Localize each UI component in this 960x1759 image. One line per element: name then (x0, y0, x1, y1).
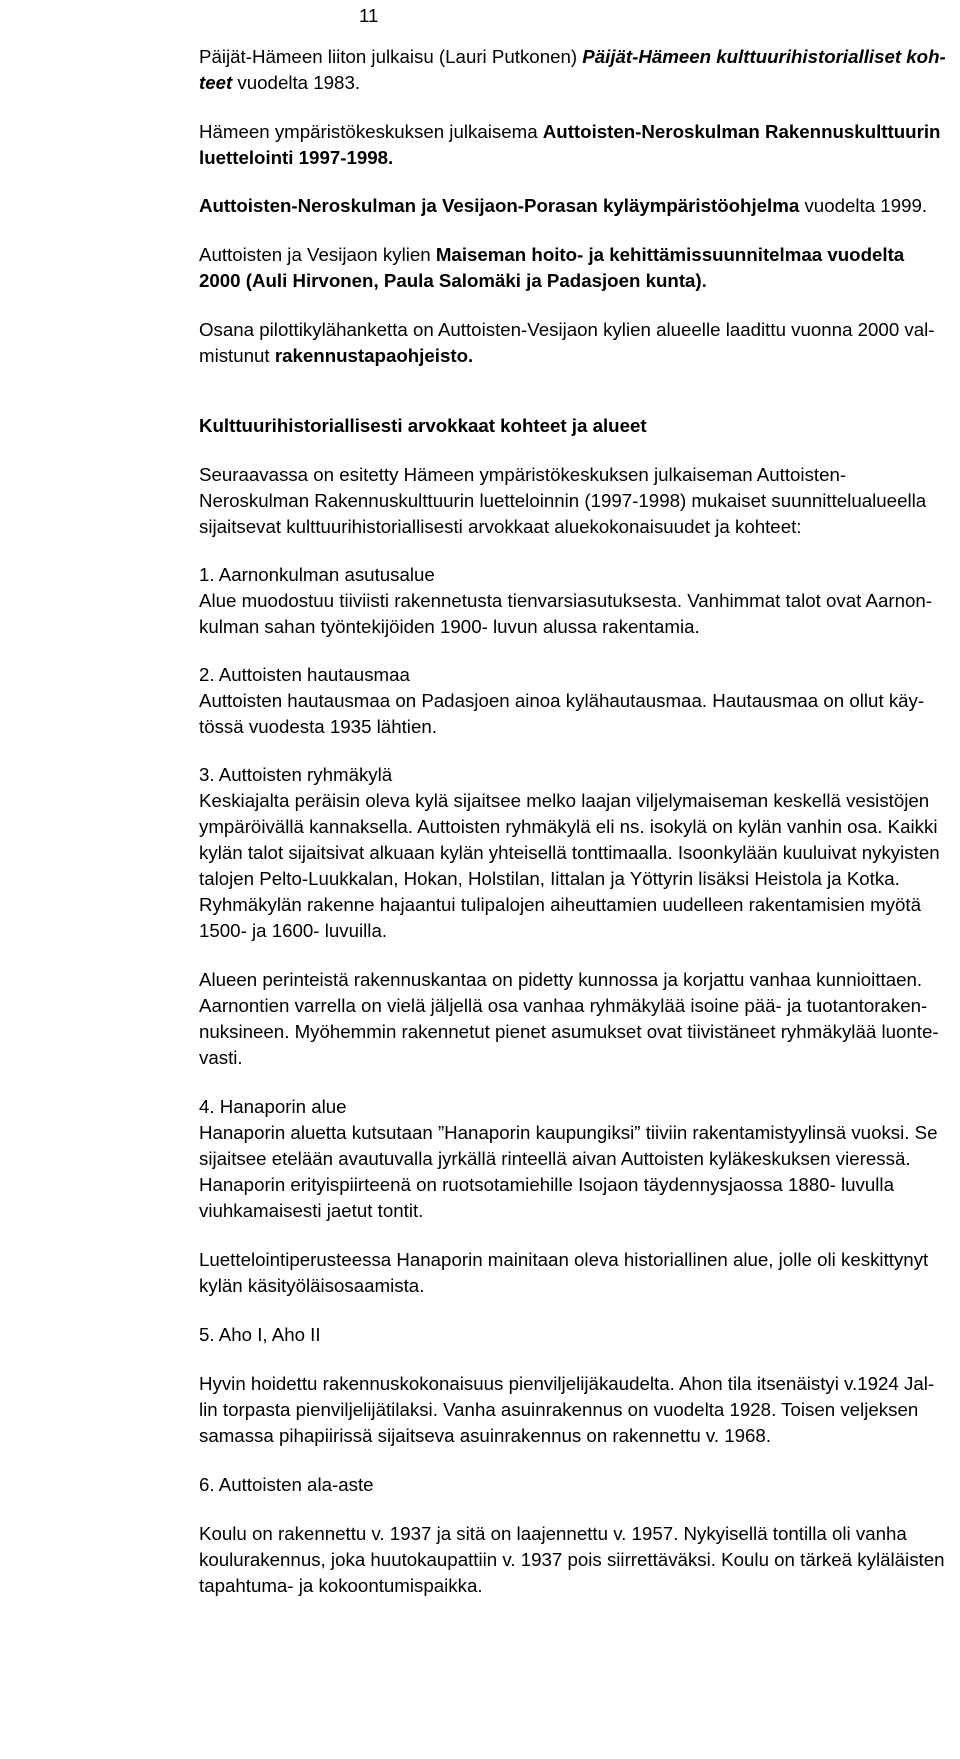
text-line (199, 269, 707, 292)
text-line (199, 1173, 894, 1196)
text-run: Alueen perinteistä rakennuskantaa on pidetty kunnossa ja korjattu vanhaa kunnioittaen. (199, 969, 923, 990)
text-line (199, 243, 904, 266)
text-run: Koulu on rakennettu v. 1937 ja sitä on laajennettu v. 1957. Nykyisellä tontilla oli vanha (199, 1523, 907, 1544)
emphasized-text: rakennustapaohjeisto. (274, 345, 474, 366)
text-run: koulurakennus, joka huutokaupattiin v. 1937 pois siirrettäväksi. Koulu on tärkeä kyläläisten (199, 1549, 945, 1570)
text-line (199, 1274, 424, 1297)
text-line (199, 1147, 911, 1170)
text-line (199, 515, 801, 538)
text-run: Alue muodostuu tiiviisti rakennetusta tienvarsiasutuksesta. Vanhimmat talot ovat Aarnon- (199, 590, 932, 611)
emphasized-text: teet (199, 72, 233, 93)
text-line (199, 919, 387, 942)
text-line (199, 71, 360, 94)
emphasized-text: 2000 (Auli Hirvonen, Paula Salomäki ja Padasjoen kunta). (199, 270, 707, 291)
text-line (199, 1323, 321, 1346)
text-run: tössä vuodesta 1935 lähtien. (199, 716, 437, 737)
text-run: Auttoisten ja Vesijaon kylien (199, 244, 436, 265)
text-run: Auttoisten hautausmaa on Padasjoen ainoa kylähautausmaa. Hautausmaa on ollut käy- (199, 690, 925, 711)
text-run: sijaitsevat kulttuurihistoriallisesti arvokkaat aluekokonaisuudet ja kohteet: (199, 516, 802, 537)
text-line (199, 1548, 945, 1571)
text-run: Neroskulman Rakennuskulttuurin luetteloinnin (1997-1998) mukaiset suunnittelualueella (199, 490, 927, 511)
text-line (199, 414, 647, 437)
text-line (199, 146, 393, 169)
text-line (199, 489, 926, 512)
text-line (199, 194, 927, 217)
text-run: mistunut (199, 345, 275, 366)
text-run: Hanaporin erityispiirteenä on ruotsotamiehille Isojaon täydennysjaossa 1880- luvulla (199, 1174, 894, 1195)
text-run: Hyvin hoidettu rakennuskokonaisuus pienviljelijäkaudelta. Ahon tila itsenäistyi v.1924 Jal- (199, 1373, 935, 1394)
text-run: Seuraavassa on esitetty Hämeen ympäristökeskuksen julkaiseman Auttoisten- (199, 464, 847, 485)
text-line (199, 1473, 374, 1496)
text-run: 1500- ja 1600- luvuilla. (199, 920, 388, 941)
text-line (199, 318, 935, 341)
text-line (199, 1095, 347, 1118)
text-line (199, 463, 846, 486)
text-line (199, 615, 700, 638)
emphasized-text: Maiseman hoito- ja kehittämissuunnitelmaa vuodelta (435, 244, 905, 265)
text-run: talojen Pelto-Luukkalan, Hokan, Holstilan, Iittalan ja Yöttyrin lisäksi Heistola ja Kotka. (199, 868, 900, 889)
emphasized-text: Auttoisten-Neroskulman Rakennuskulttuurin (542, 121, 941, 142)
text-run: Päijät-Hämeen liiton julkaisu (Lauri Putkonen) (199, 46, 583, 67)
text-run: vuodelta 1999. (799, 195, 928, 216)
text-run: vuodelta 1983. (232, 72, 361, 93)
text-line (199, 994, 927, 1017)
text-run: sijaitsee etelään avautuvalla jyrkällä rinteellä aivan Auttoisten kyläkeskuksen vieressä. (199, 1148, 911, 1169)
text-run: 5. Aho I, Aho II (199, 1324, 321, 1345)
text-line (199, 589, 932, 612)
text-run: Aarnontien varrella on vielä jäljellä osa vanhaa ryhmäkylää isoine pää- ja tuotantoraken- (199, 995, 928, 1016)
text-line (199, 715, 437, 738)
text-line (199, 1248, 928, 1271)
text-run: Hämeen ympäristökeskuksen julkaisema (199, 121, 543, 142)
emphasized-text: Kulttuurihistoriallisesti arvokkaat kohteet ja alueet (199, 415, 647, 436)
text-run: vasti. (199, 1047, 243, 1068)
text-line (199, 893, 921, 916)
text-line (199, 344, 473, 367)
text-line (199, 1020, 939, 1043)
text-run: nuksineen. Myöhemmin rakennetut pienet asumukset ovat tiivistäneet ryhmäkylää luonte- (199, 1021, 939, 1042)
text-run: Keskiajalta peräisin oleva kylä sijaitsee melko laajan viljelymaiseman keskellä vesistöjen (199, 790, 930, 811)
text-line (199, 1121, 938, 1144)
text-line (199, 1522, 907, 1545)
text-run: kylän käsityöläisosaamista. (199, 1275, 425, 1296)
text-line (199, 1372, 934, 1395)
text-line (199, 815, 938, 838)
text-run: 4. Hanaporin alue (199, 1096, 347, 1117)
text-run: ympäröivällä kannaksella. Auttoisten ryhmäkylä eli ns. isokylä on kylän vanhin osa. Kaikki (199, 816, 938, 837)
text-line (199, 789, 929, 812)
emphasized-text: Auttoisten-Neroskulman ja Vesijaon-Porasan kyläympäristöohjelma (199, 195, 800, 216)
emphasized-text: luettelointi 1997-1998. (199, 147, 394, 168)
text-run: viuhkamaisesti jaetut tontit. (199, 1200, 424, 1221)
text-run: Hanaporin aluetta kutsutaan ”Hanaporin kaupungiksi” tiiviin rakentamistyylinsä vuoksi. Se (199, 1122, 938, 1143)
page-number: 11 (359, 5, 379, 26)
text-run: tapahtuma- ja kokoontumispaikka. (199, 1575, 483, 1596)
text-run: lin torpasta pienviljelijätilaksi. Vanha asuinrakennus on vuodelta 1928. Toisen veljeksen (199, 1399, 919, 1420)
text-run: Osana pilottikylähanketta on Auttoisten-Vesijaon kylien alueelle laadittu vuonna 2000 val- (199, 319, 935, 340)
text-run: 3. Auttoisten ryhmäkylä (199, 764, 393, 785)
text-line (199, 867, 900, 890)
text-run: kylän talot sijaitsivat alkuaan kylän yhteisellä tonttimaalla. Isoonkylään kuuluivat nykyisten (199, 842, 940, 863)
text-run: Luettelointiperusteessa Hanaporin mainitaan oleva historiallinen alue, jolle oli keskittynyt (199, 1249, 929, 1270)
text-run: 6. Auttoisten ala-aste (199, 1474, 374, 1495)
text-line (199, 1199, 423, 1222)
emphasized-text: Päijät-Hämeen kulttuurihistorialliset koh- (582, 46, 946, 67)
text-run: 1. Aarnonkulman asutusalue (199, 564, 435, 585)
text-run: 2. Auttoisten hautausmaa (199, 664, 410, 685)
text-line (199, 1424, 771, 1447)
text-line (199, 841, 940, 864)
text-line (199, 45, 946, 68)
text-line (199, 1046, 243, 1069)
text-line (199, 563, 435, 586)
text-line (199, 1574, 483, 1597)
text-line (199, 120, 940, 143)
text-line (199, 1398, 918, 1421)
text-line (199, 689, 924, 712)
text-line (199, 968, 922, 991)
text-line (199, 763, 392, 786)
text-run: Ryhmäkylän rakenne hajaantui tulipalojen aiheuttamien uudelleen rakentamisien myötä (199, 894, 921, 915)
text-line (199, 663, 410, 686)
text-run: samassa pihapiirissä sijaitseva asuinrakennus on rakennettu v. 1968. (199, 1425, 772, 1446)
text-run: kulman sahan työntekijöiden 1900- luvun alussa rakentamia. (199, 616, 700, 637)
